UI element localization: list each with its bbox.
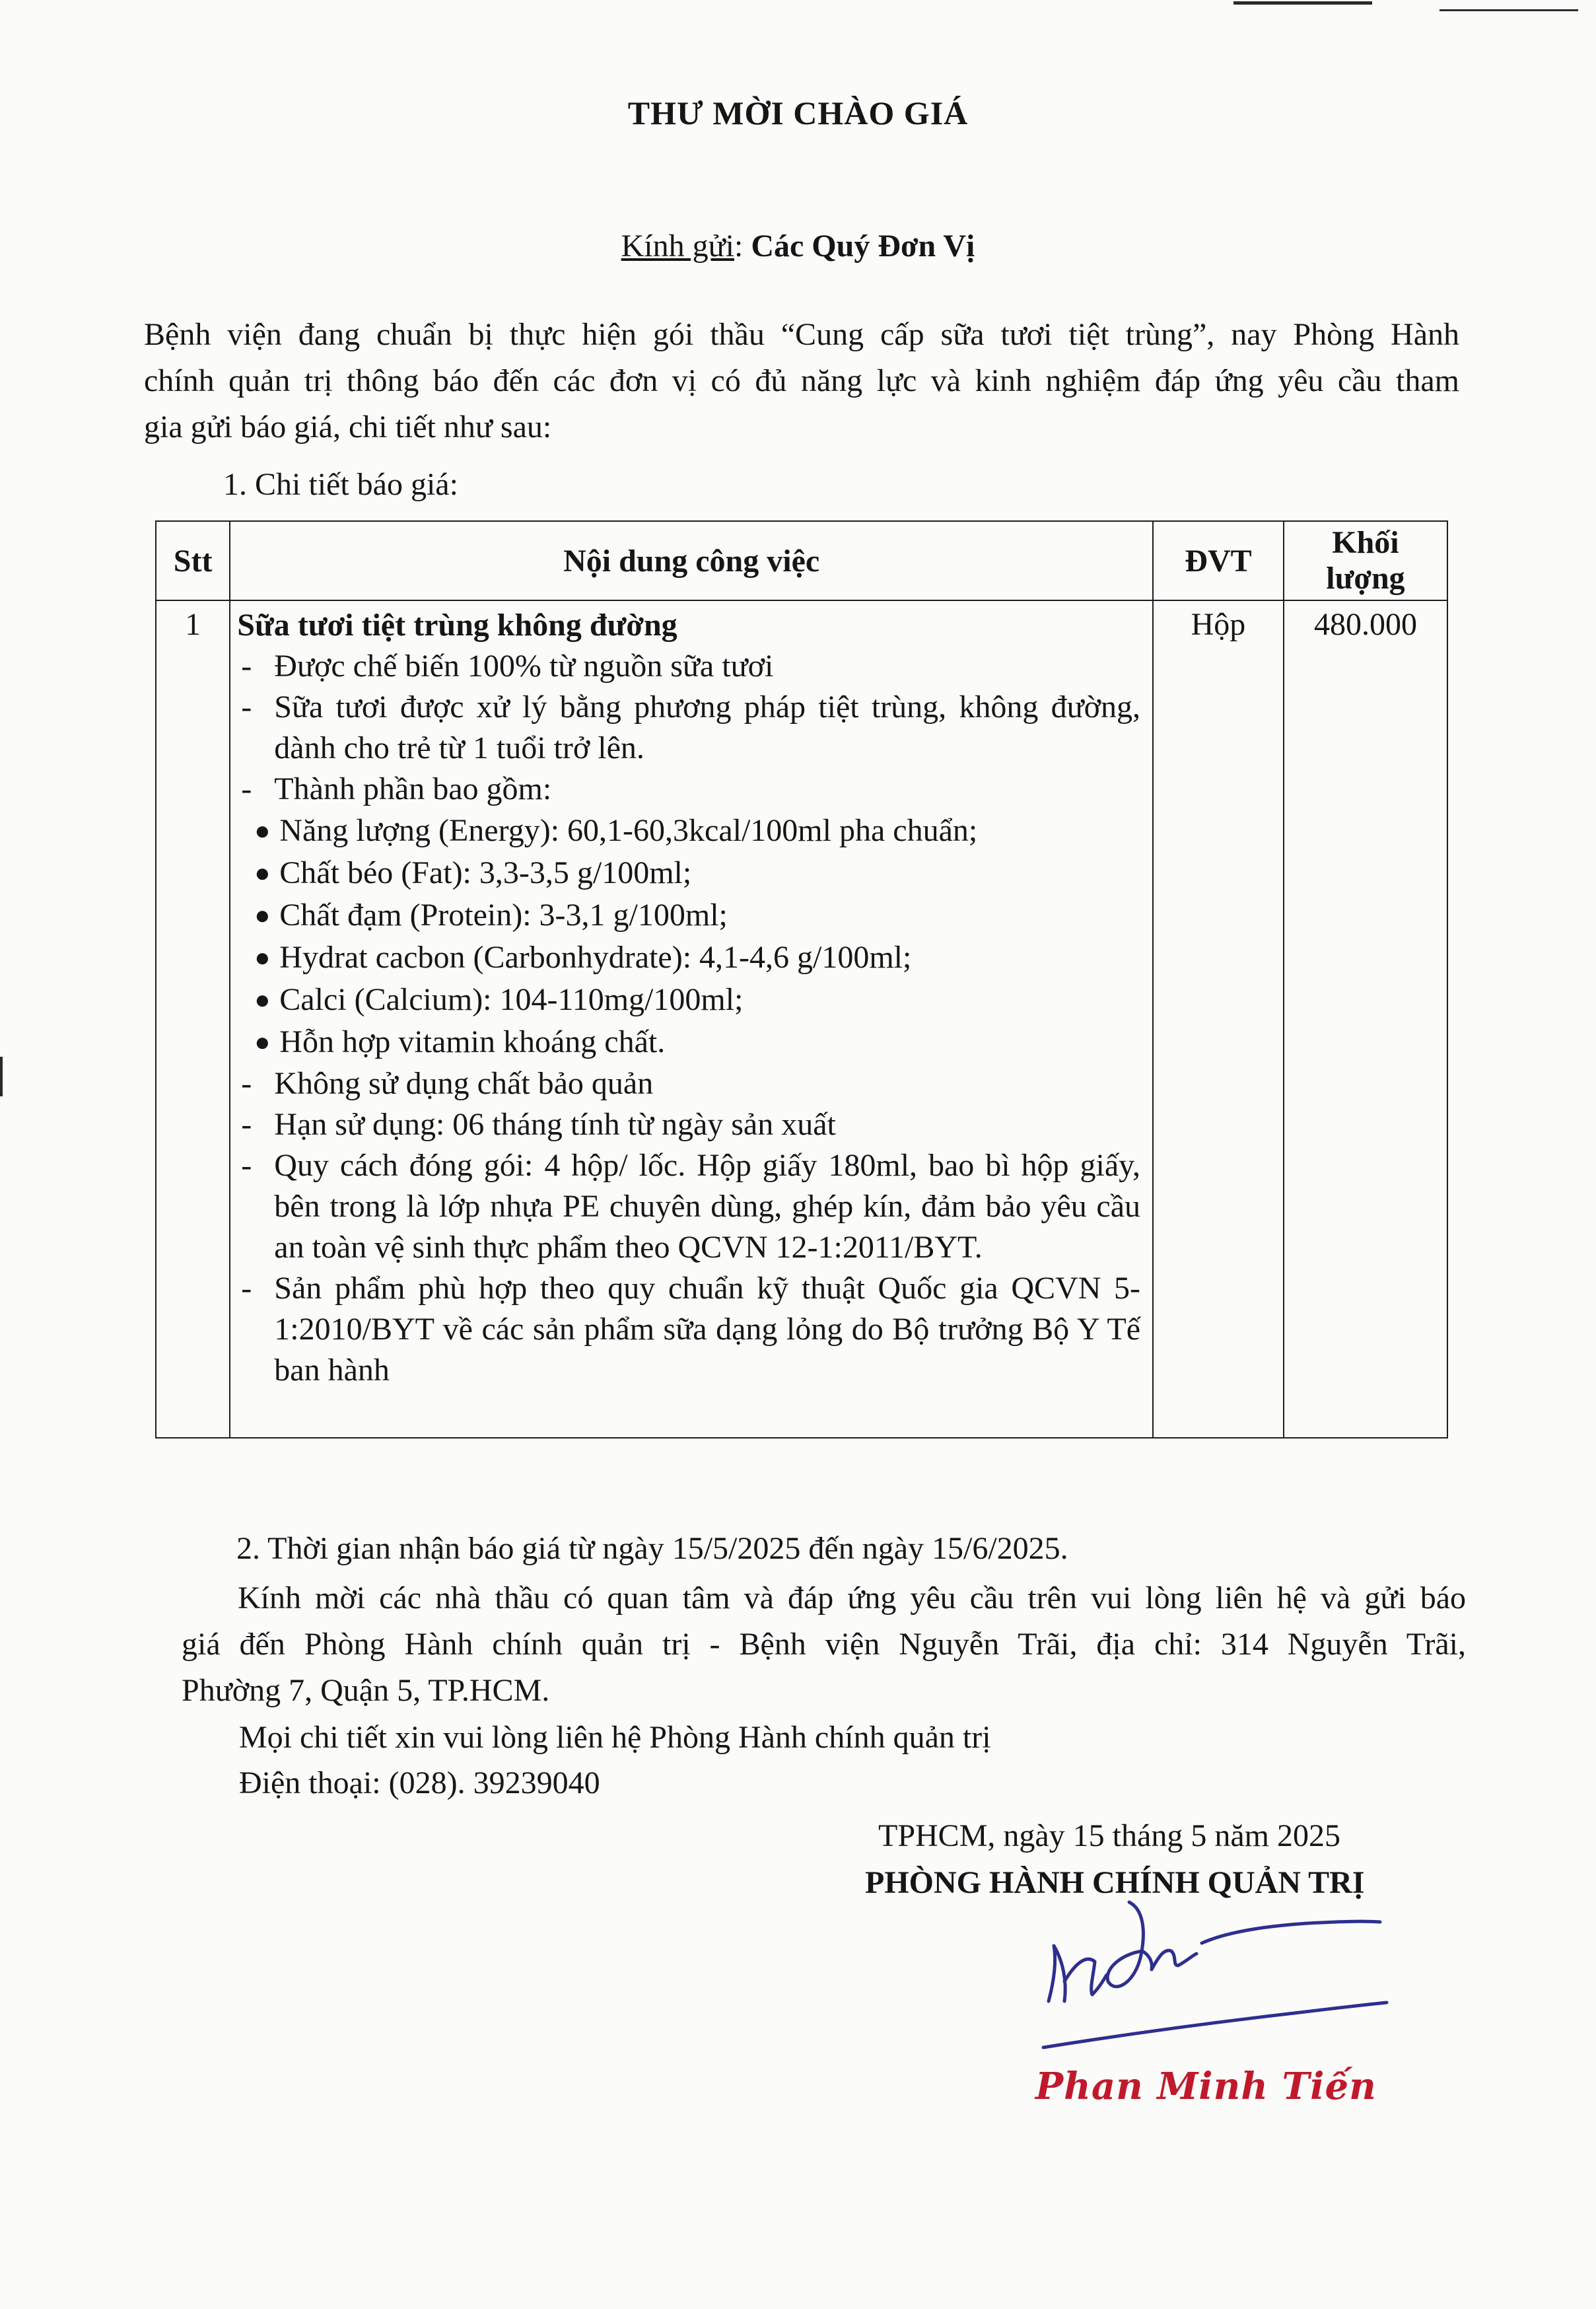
- section-1-heading: 1. Chi tiết báo giá:: [223, 467, 458, 502]
- ingredient-item: [237, 979, 1140, 1021]
- salutation: [0, 228, 1596, 264]
- detail-text: Hạn sử dụng: 06 tháng tính từ ngày sản xuất: [274, 1107, 836, 1142]
- detail-text: Quy cách đóng gói: 4 hộp/ lốc. Hộp giấy 180ml, bao bì hộp giấy, bên trong là lớp nhựa PE chuyên dùng, ghép kín, đảm bảo yêu cầu an toàn vệ sinh thực phẩm theo QCVN 12-1:2011/BYT.: [274, 1148, 1141, 1265]
- header-unit: ĐVT: [1153, 521, 1284, 600]
- ingredient-text: Năng lượng (Energy): 60,1-60,3kcal/100ml pha chuẩn;: [279, 813, 978, 848]
- ingredient-item: [237, 810, 1140, 852]
- ingredient-text: Chất béo (Fat): 3,3-3,5 g/100ml;: [279, 855, 692, 890]
- ingredient-item: [237, 1021, 1140, 1063]
- bullet-icon: ●: [254, 858, 271, 888]
- signature-department: PHÒNG HÀNH CHÍNH QUẢN TRỊ: [865, 1865, 1365, 1900]
- scan-mark-top-right: [1440, 9, 1578, 11]
- salutation-recipient: Các Quý Đơn Vị: [751, 229, 975, 264]
- ingredient-item: [237, 894, 1140, 937]
- header-content: Nội dung công việc: [230, 521, 1153, 600]
- cell-unit: Hộp: [1153, 600, 1284, 1438]
- cell-content: [230, 600, 1153, 1438]
- detail-item: - Được chế biến 100% từ nguồn sữa tươi: [237, 646, 1140, 687]
- ingredient-item: [237, 937, 1140, 979]
- intro-paragraph: [144, 312, 1459, 450]
- contact-line: Mọi chi tiết xin vui lòng liên hệ Phòng Hành chính quản trị: [239, 1720, 991, 1755]
- table-header-row: [156, 521, 1447, 600]
- cell-stt: 1: [156, 600, 230, 1438]
- detail-item: - Quy cách đóng gói: 4 hộp/ lốc. Hộp giấy 180ml, bao bì hộp giấy, bên trong là lớp nhựa PE chuyên dùng, ghép kín, đảm bảo yêu cầu an toàn vệ sinh thực phẩm theo QCVN 12-1:2011/BYT.: [237, 1145, 1140, 1268]
- bullet-icon: ●: [254, 942, 271, 972]
- handwritten-signature: [1030, 1882, 1400, 2074]
- salutation-separator: :: [734, 229, 751, 264]
- invitation-paragraph: [182, 1575, 1466, 1714]
- detail-item: - Không sử dụng chất bảo quản: [237, 1063, 1140, 1104]
- intro-line: chính quản trị thông báo đến các đơn vị có đủ năng lực và kinh nghiệm đáp ứng yêu cầu tham: [144, 363, 1459, 398]
- invitation-line: giá đến Phòng Hành chính quản trị - Bệnh viện Nguyễn Trãi, địa chỉ: 314 Nguyễn Trãi,: [182, 1627, 1466, 1662]
- ingredient-item: [237, 852, 1140, 894]
- header-quantity: [1284, 521, 1447, 600]
- detail-text: Thành phần bao gồm:: [274, 771, 552, 806]
- bullet-icon: ●: [254, 985, 271, 1014]
- document-title: THƯ MỜI CHÀO GIÁ: [627, 94, 969, 131]
- detail-item: - Hạn sử dụng: 06 tháng tính từ ngày sản xuất: [237, 1104, 1140, 1145]
- header-stt: Stt: [156, 521, 230, 600]
- ingredient-text: Hỗn hợp vitamin khoáng chất.: [279, 1024, 666, 1059]
- bullet-icon: ●: [254, 816, 271, 845]
- invitation-line: Phường 7, Quận 5, TP.HCM.: [182, 1673, 550, 1708]
- ingredient-text: Chất đạm (Protein): 3-3,1 g/100ml;: [279, 898, 728, 933]
- detail-text: Sữa tươi được xử lý bằng phương pháp tiệt trùng, không đường, dành cho trẻ từ 1 tuổi trở lên.: [274, 690, 1141, 765]
- salutation-label: Kính gửi: [621, 229, 734, 264]
- detail-text: Sản phẩm phù hợp theo quy chuẩn kỹ thuật Quốc gia QCVN 5-1:2010/BYT về các sản phẩm sữa dạng lỏng do Bộ trưởng Bộ Y Tế ban hành: [274, 1271, 1141, 1388]
- bullet-icon: ●: [254, 1027, 271, 1057]
- intro-line: gia gửi báo giá, chi tiết như sau:: [144, 409, 552, 444]
- section-2-text: 2. Thời gian nhận báo giá từ ngày 15/5/2025 đến ngày 15/6/2025.: [236, 1531, 1068, 1566]
- detail-text: Được chế biến 100% từ nguồn sữa tươi: [274, 649, 774, 684]
- cell-quantity: 480.000: [1284, 600, 1447, 1438]
- phone-line: Điện thoại: (028). 39239040: [239, 1765, 600, 1800]
- scan-mark-top: [1233, 1, 1372, 5]
- detail-text: Không sử dụng chất bảo quản: [274, 1066, 654, 1101]
- signature-date: TPHCM, ngày 15 tháng 5 năm 2025: [878, 1818, 1340, 1853]
- invitation-line: Kính mời các nhà thầu có quan tâm và đáp ứng yêu cầu trên vui lòng liên hệ và gửi báo: [238, 1581, 1466, 1616]
- detail-item: - Sữa tươi được xử lý bằng phương pháp tiệt trùng, không đường, dành cho trẻ từ 1 tuổi trở lên.: [237, 687, 1140, 769]
- bullet-icon: ●: [254, 900, 271, 930]
- ingredient-text: Hydrat cacbon (Carbonhydrate): 4,1-4,6 g/100ml;: [279, 940, 912, 975]
- intro-line: Bệnh viện đang chuẩn bị thực hiện gói thầu “Cung cấp sữa tươi tiệt trùng”, nay Phòng Hành: [144, 317, 1459, 352]
- quote-table: [155, 520, 1448, 1439]
- header-quantity-line2: lượng: [1326, 561, 1405, 596]
- scan-mark-left: [0, 1057, 3, 1096]
- ingredient-text: Calci (Calcium): 104-110mg/100ml;: [279, 982, 744, 1017]
- table-row: [156, 600, 1447, 1438]
- product-name: Sữa tươi tiệt trùng không đường: [237, 608, 677, 643]
- signer-name: Phan Minh Tiến: [1035, 2065, 1377, 2108]
- detail-item: - Thành phần bao gồm:: [237, 769, 1140, 810]
- header-quantity-line1: Khối: [1332, 525, 1399, 560]
- detail-item: - Sản phẩm phù hợp theo quy chuẩn kỹ thuật Quốc gia QCVN 5-1:2010/BYT về các sản phẩm sữa dạng lỏng do Bộ trưởng Bộ Y Tế ban hành: [237, 1268, 1140, 1391]
